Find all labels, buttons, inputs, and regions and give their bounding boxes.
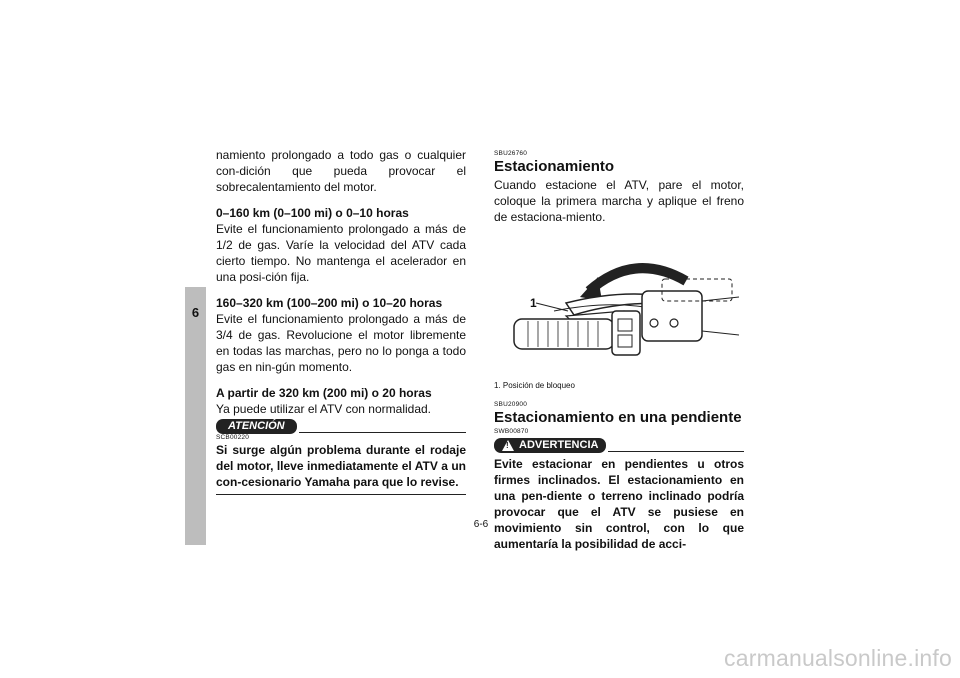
right-column xyxy=(494,150,744,552)
curved-arrow-icon xyxy=(589,268,686,291)
warning-text: Evite estacionar en pendientes u otros firmes inclinados. El estacionamiento en una pen-diente o terreno inclinado podría provocar que el ATV se pusiese en movimiento sin control, con lo que aumentaría la posibilidad de acci- xyxy=(494,457,744,551)
notice-end-rule xyxy=(216,494,466,495)
notice-code: SCB00220 xyxy=(216,434,250,441)
brake-lever-illustration xyxy=(494,231,744,371)
section-code-slope: SBU20900 xyxy=(494,401,528,408)
callout-label: 1 xyxy=(530,296,537,310)
chapter-tab xyxy=(185,287,206,545)
intro-paragraph: namiento prolongado a todo gas o cualquier con-dición que pueda provocar el sobrecalentamiento del motor. xyxy=(216,148,466,194)
warning-badge xyxy=(494,438,606,453)
figure-caption: 1. Posición de bloqueo xyxy=(494,381,575,390)
parking-text: Cuando estacione el ATV, pare el motor, coloque la primera marcha y aplique el freno de estaciona-miento. xyxy=(494,178,744,224)
warning-code: SWB00870 xyxy=(494,428,529,435)
breakin-stage-1-heading: 0–160 km (0–100 mi) o 0–10 horas xyxy=(216,206,409,220)
slope-parking-heading: Estacionamiento en una pendiente xyxy=(494,409,742,426)
warning-badge-label: ADVERTENCIA xyxy=(519,439,599,451)
parking-heading: Estacionamiento xyxy=(494,158,615,175)
chapter-number: 6 xyxy=(191,305,200,320)
left-column xyxy=(216,147,466,495)
watermark: carmanualsonline.info xyxy=(724,645,952,671)
breakin-stage-1-text: Evite el funcionamiento prolongado a más de 1/2 de gas. Varíe la velocidad del ATV cada cierto tiempo. No mantenga el acelerador en una posi-ción fija. xyxy=(216,222,466,284)
breakin-stage-3-heading: A partir de 320 km (200 mi) o 20 horas xyxy=(216,386,432,400)
parking-brake-figure xyxy=(494,231,744,371)
page-number: 6-6 xyxy=(473,519,489,530)
warning-rule xyxy=(608,451,744,452)
breakin-stage-2-text: Evite el funcionamiento prolongado a más de 3/4 de gas. Revolucione el motor libremente en todas las marchas, pero no lo ponga a todo gas en nin-gún momento. xyxy=(216,312,466,374)
notice-badge: ATENCIÓN xyxy=(216,419,297,434)
notice-text: Si surge algún problema durante el rodaje del motor, lleve inmediatamente el ATV a un con-cesionario Yamaha para que lo revise. xyxy=(216,443,466,489)
notice-header xyxy=(216,419,466,434)
warning-triangle-icon xyxy=(502,440,514,451)
warning-header xyxy=(494,438,744,453)
section-code-parking: SBU26760 xyxy=(494,150,528,157)
breakin-stage-3-text: Ya puede utilizar el ATV con normalidad. xyxy=(216,402,432,416)
notice-rule xyxy=(299,432,466,433)
breakin-stage-2-heading: 160–320 km (100–200 mi) o 10–20 horas xyxy=(216,296,443,310)
